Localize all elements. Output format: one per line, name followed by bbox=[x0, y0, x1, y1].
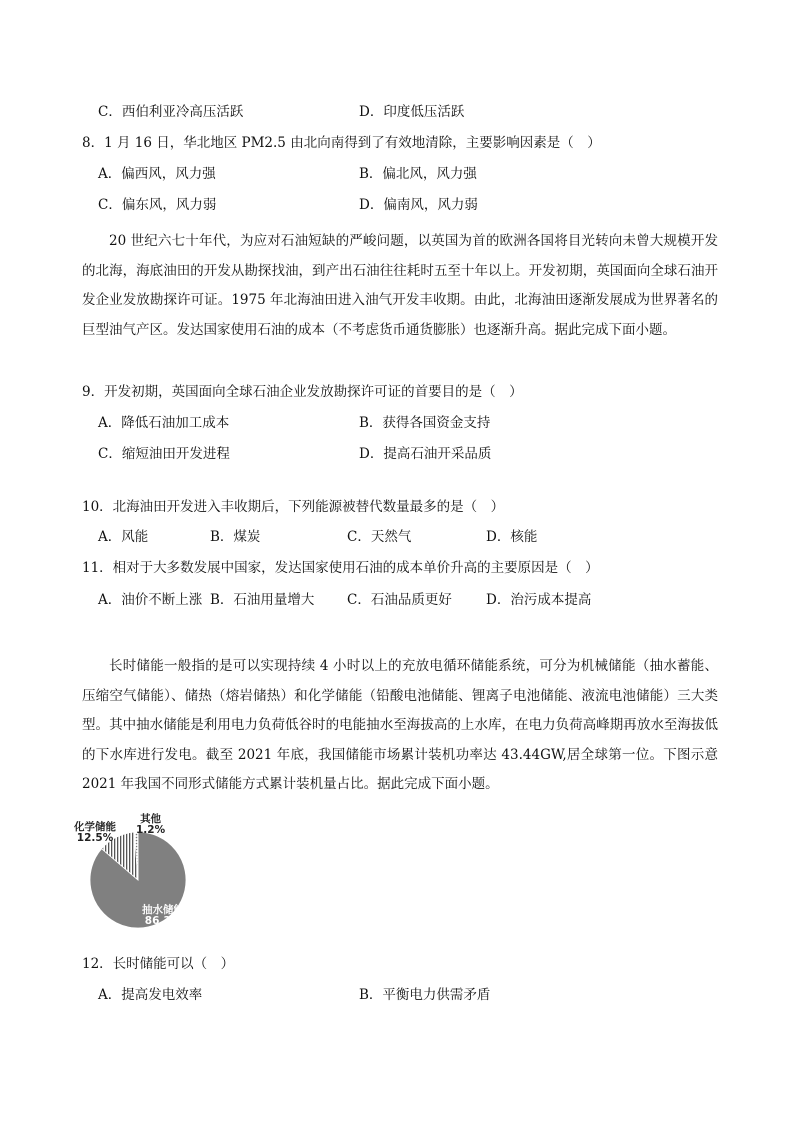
q10-option-d: D．核能 bbox=[486, 529, 538, 545]
q11-option-d: D．治污成本提高 bbox=[486, 592, 592, 608]
q7-option-c: C．西伯利亚冷高压活跃 bbox=[98, 104, 244, 120]
q9-option-a: A．降低石油加工成本 bbox=[98, 415, 230, 431]
q11-option-c: C．石油品质更好 bbox=[347, 592, 452, 608]
q10-option-c: C．天然气 bbox=[347, 529, 412, 545]
q9-option-c: C．缩短油田开发进程 bbox=[98, 446, 230, 462]
q8-stem: 8．1 月 16 日，华北地区 PM2.5 由北向南得到了有效地清除，主要影响因素是（ ） bbox=[82, 135, 601, 151]
q12-option-b: B．平衡电力供需矛盾 bbox=[359, 987, 491, 1003]
q11-stem: 11．相对于大多数发展中国家，发达国家使用石油的成本单价升高的主要原因是（ ） bbox=[82, 560, 599, 576]
pie-label-pumped-hydro: 抽水储能 86.3% bbox=[142, 904, 184, 927]
passage-long-duration-storage: 长时储能一般指的是可以实现持续 4 小时以上的充放电循环储能系统，可分为机械储能（抽水蓄能、压缩空气储能）、储热（熔岩储热）和化学储能（铅酸电池储能、锂离子电池储能、液流电池储能）三大类型。其中抽水储能是利用电力负荷低谷时的电能抽水至海拔高的上水库，在电力负荷高峰期再放水至海拔低的下水库进行发电。截至 2021 年底，我国储能市场累计装机功率达 43.44GW,居全球第一位。下图示意 2021 年我国不同形式储能方式累计装机量占比。据此完成下面小题。 bbox=[82, 658, 718, 793]
q9-stem: 9．开发初期，英国面向全球石油企业发放勘探许可证的首要目的是（ ） bbox=[82, 384, 523, 400]
q10-stem: 10．北海油田开发进入丰收期后，下列能源被替代数量最多的是（ ） bbox=[82, 499, 505, 515]
pie-label-chemical: 化学储能 12.5% bbox=[74, 821, 116, 844]
q8-option-c: C．偏东风，风力弱 bbox=[98, 197, 217, 213]
pie-label-other: 其他 1.2% bbox=[136, 813, 166, 836]
q9-option-b: B．获得各国资金支持 bbox=[359, 415, 491, 431]
q8-option-a: A．偏西风，风力强 bbox=[98, 166, 216, 182]
q9-option-d: D．提高石油开采品质 bbox=[359, 446, 492, 462]
q12-stem: 12．长时储能可以（ ） bbox=[82, 956, 235, 972]
q10-option-a: A．风能 bbox=[98, 529, 149, 545]
q8-option-b: B．偏北风，风力强 bbox=[359, 166, 477, 182]
q11-option-a: A．油价不断上涨 bbox=[98, 592, 203, 608]
storage-pie-chart bbox=[74, 812, 208, 932]
passage-north-sea-oil: 20 世纪六七十年代，为应对石油短缺的严峻问题，以英国为首的欧洲各国将目光转向未曾大规模开发的北海，海底油田的开发从勘探找油，到产出石油往往耗时五至十年以上。开发初期，英国面向全球石油开发企业发放勘探许可证。1975 年北海油田进入油气开发丰收期。由此，北海油田逐渐发展成为世界著名的巨型油气产区。发达国家使用石油的成本（不考虑货币通货膨胀）也逐渐升高。据此完成下面小题。 bbox=[82, 233, 718, 338]
q12-option-a: A．提高发电效率 bbox=[98, 987, 203, 1003]
q11-option-b: B．石油用量增大 bbox=[210, 592, 315, 608]
q10-option-b: B．煤炭 bbox=[210, 529, 261, 545]
q8-option-d: D．偏南风，风力弱 bbox=[359, 197, 478, 213]
q7-option-d: D．印度低压活跃 bbox=[359, 104, 465, 120]
